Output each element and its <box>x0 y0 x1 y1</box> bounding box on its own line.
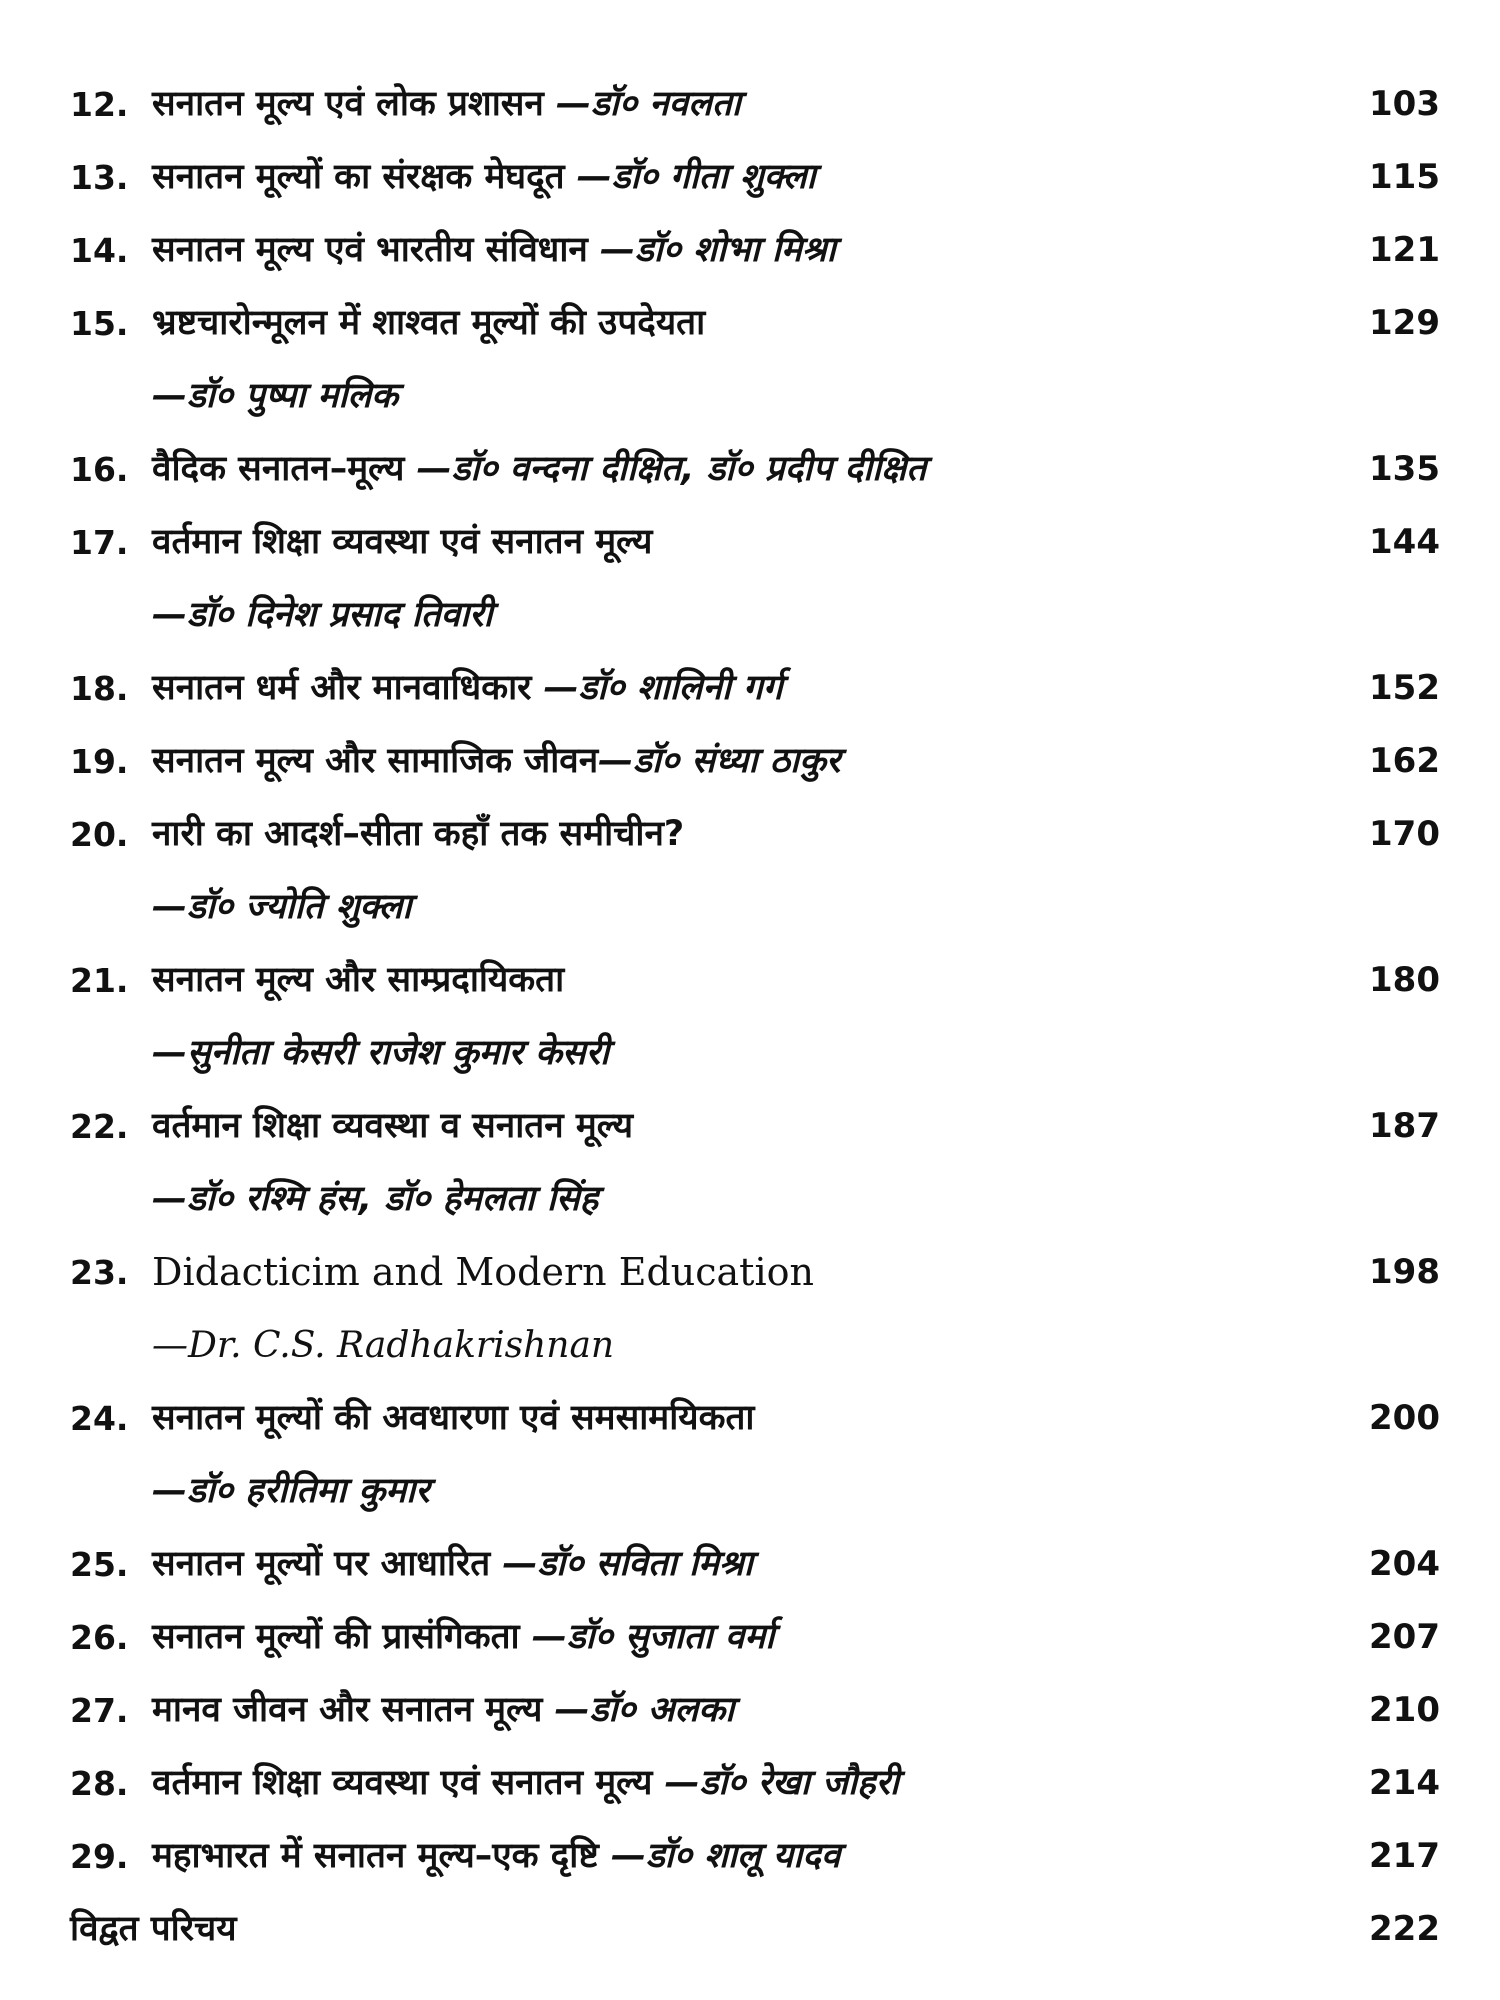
toc-entry-author-line <box>70 1309 1460 1382</box>
entry-title <box>152 652 783 725</box>
toc-entry <box>70 68 1460 141</box>
entry-number: 20. <box>70 815 129 854</box>
entry-author: —डॉ० गीता शुक्ला <box>576 157 816 197</box>
entry-title: सनातन मूल्यों की अवधारणा एवं समसामयिकता <box>152 1398 755 1438</box>
entry-author: —डॉ० सुजाता वर्मा <box>531 1617 775 1657</box>
entry-page-number: 103 <box>1369 84 1440 124</box>
entry-number: 14. <box>70 231 129 270</box>
toc-entry-author-line <box>70 1455 1460 1528</box>
toc-entry-author-line <box>70 360 1460 433</box>
entry-title: भ्रष्टचारोन्मूलन में शाश्वत मूल्यों की उपदेयता <box>152 303 706 343</box>
entry-author: —डॉ० सविता मिश्रा <box>502 1544 753 1584</box>
entry-author: —डॉ० हरीतिमा कुमार <box>152 1471 430 1511</box>
entry-title: नारी का आदर्श–सीता कहाँ तक समीचीन? <box>152 814 685 854</box>
entry-author: —डॉ० संध्या ठाकुर <box>598 741 841 781</box>
entry-title <box>152 1820 840 1893</box>
toc-entry <box>70 1747 1460 1820</box>
entry-page-number: 200 <box>1369 1398 1440 1438</box>
entry-number: 13. <box>70 158 129 197</box>
entry-number: 18. <box>70 669 129 708</box>
toc-entry-author-line <box>70 1163 1460 1236</box>
entry-number: 27. <box>70 1691 129 1730</box>
entry-title-text: वर्तमान शिक्षा व्यवस्था एवं सनातन मूल्य <box>152 1763 665 1803</box>
entry-author: —Dr. C.S. Radhakrishnan <box>152 1325 615 1366</box>
toc-entry <box>70 141 1460 214</box>
entry-number: 12. <box>70 85 129 124</box>
entry-page-number: 152 <box>1369 668 1440 708</box>
entry-title: वर्तमान शिक्षा व्यवस्था व सनातन मूल्य <box>152 1106 634 1146</box>
entry-title: Didacticim and Modern Education <box>152 1250 814 1294</box>
entry-title <box>152 141 816 214</box>
entry-title-text: सनातन मूल्यों पर आधारित <box>152 1544 503 1584</box>
entry-author: —डॉ० दिनेश प्रसाद तिवारी <box>152 595 493 635</box>
entry-page-number: 198 <box>1369 1252 1440 1292</box>
entry-page-number: 115 <box>1369 157 1440 197</box>
toc-entry <box>70 1382 1460 1455</box>
entry-author: —डॉ० शालू यादव <box>610 1836 841 1876</box>
entry-number: 17. <box>70 523 129 562</box>
table-of-contents <box>70 68 1460 1966</box>
entry-page-number: 214 <box>1369 1763 1440 1803</box>
entry-number: 19. <box>70 742 129 781</box>
entry-title <box>152 725 840 798</box>
entry-title: विद्वत परिचय <box>70 1909 237 1949</box>
entry-page-number: 129 <box>1369 303 1440 343</box>
entry-page-number: 217 <box>1369 1836 1440 1876</box>
entry-title-text: महाभारत में सनातन मूल्य–एक दृष्टि <box>152 1836 611 1876</box>
entry-title <box>152 214 836 287</box>
entry-author: —डॉ० ज्योति शुक्ला <box>152 887 412 927</box>
toc-entry-final <box>70 1893 1460 1966</box>
entry-number: 23. <box>70 1253 129 1292</box>
toc-entry <box>70 287 1460 360</box>
entry-author: —डॉ० पुष्पा मलिक <box>152 376 399 416</box>
entry-author: —डॉ० वन्दना दीक्षित, डॉ० प्रदीप दीक्षित <box>416 449 927 489</box>
toc-entry <box>70 1601 1460 1674</box>
entry-page-number: 144 <box>1369 522 1440 562</box>
entry-page-number: 121 <box>1369 230 1440 270</box>
toc-entry-author-line <box>70 1017 1460 1090</box>
entry-page-number: 162 <box>1369 741 1440 781</box>
toc-entry <box>70 944 1460 1017</box>
entry-number: 21. <box>70 961 129 1000</box>
toc-entry <box>70 1820 1460 1893</box>
entry-title <box>152 1674 734 1747</box>
toc-entry <box>70 798 1460 871</box>
entry-author: —डॉ० नवलता <box>556 84 741 124</box>
entry-number: 28. <box>70 1764 129 1803</box>
toc-entry-author-line <box>70 871 1460 944</box>
entry-title <box>152 1528 753 1601</box>
toc-entry <box>70 1236 1460 1309</box>
entry-author: —डॉ० अलका <box>554 1690 735 1730</box>
toc-entry <box>70 1090 1460 1163</box>
entry-number: 24. <box>70 1399 129 1438</box>
toc-entry-author-line <box>70 579 1460 652</box>
entry-title-text: सनातन मूल्य एवं भारतीय संविधान <box>152 230 600 270</box>
entry-title <box>152 68 741 141</box>
entry-title <box>152 433 926 506</box>
entry-page-number: 135 <box>1369 449 1440 489</box>
entry-number: 26. <box>70 1618 129 1657</box>
entry-number: 22. <box>70 1107 129 1146</box>
toc-entry <box>70 725 1460 798</box>
toc-entry <box>70 433 1460 506</box>
entry-page-number: 204 <box>1369 1544 1440 1584</box>
entry-page-number: 222 <box>1369 1909 1440 1949</box>
entry-title-text: सनातन मूल्य एवं लोक प्रशासन <box>152 84 557 124</box>
toc-entry <box>70 1674 1460 1747</box>
toc-entry <box>70 214 1460 287</box>
entry-author: —सुनीता केसरी राजेश कुमार केसरी <box>152 1033 610 1073</box>
entry-number: 25. <box>70 1545 129 1584</box>
entry-title-text: सनातन धर्म और मानवाधिकार <box>152 668 544 708</box>
toc-entry <box>70 506 1460 579</box>
entry-title-text: वैदिक सनातन–मूल्य <box>152 449 417 489</box>
entry-title-text: मानव जीवन और सनातन मूल्य <box>152 1690 555 1730</box>
entry-title-text: सनातन मूल्यों का संरक्षक मेघदूत <box>152 157 577 197</box>
entry-author: —डॉ० शोभा मिश्रा <box>600 230 836 270</box>
entry-page-number: 170 <box>1369 814 1440 854</box>
entry-number: 15. <box>70 304 129 343</box>
entry-number: 16. <box>70 450 129 489</box>
entry-title: वर्तमान शिक्षा व्यवस्था एवं सनातन मूल्य <box>152 522 653 562</box>
toc-entry <box>70 652 1460 725</box>
entry-title <box>152 1747 899 1820</box>
entry-author: —डॉ० शालिनी गर्ग <box>543 668 783 708</box>
entry-author: —डॉ० रश्मि हंस, डॉ० हेमलता सिंह <box>152 1179 599 1219</box>
entry-author: —डॉ० रेखा जौहरी <box>664 1763 899 1803</box>
entry-title: सनातन मूल्य और साम्प्रदायिकता <box>152 960 565 1000</box>
toc-entry <box>70 1528 1460 1601</box>
entry-page-number: 187 <box>1369 1106 1440 1146</box>
entry-page-number: 207 <box>1369 1617 1440 1657</box>
entry-title-text: सनातन मूल्य और सामाजिक जीवन <box>152 741 599 781</box>
entry-number: 29. <box>70 1837 129 1876</box>
entry-title <box>152 1601 774 1674</box>
entry-title-text: सनातन मूल्यों की प्रासंगिकता <box>152 1617 532 1657</box>
entry-page-number: 180 <box>1369 960 1440 1000</box>
entry-page-number: 210 <box>1369 1690 1440 1730</box>
